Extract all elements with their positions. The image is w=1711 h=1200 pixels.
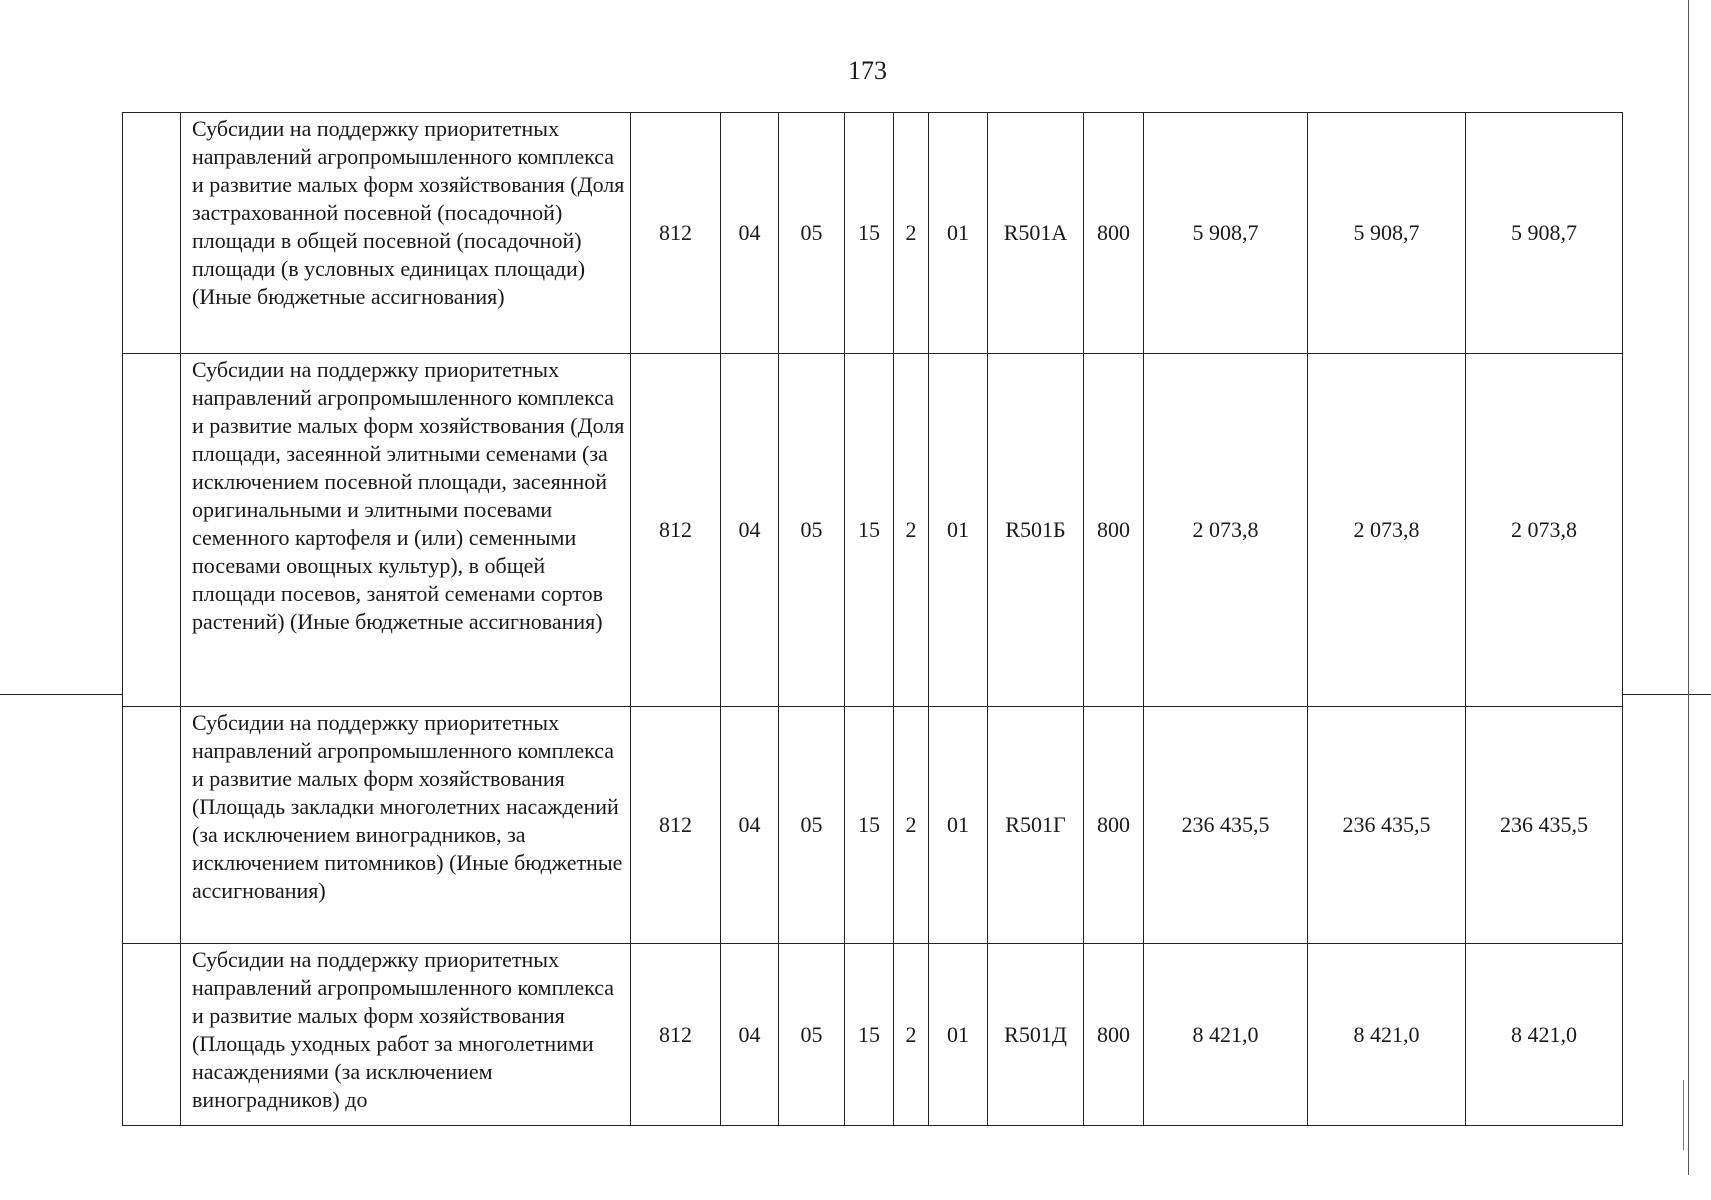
direction-code: R501Б [988, 354, 1084, 707]
direction-code: R501Г [988, 707, 1084, 944]
page-divider-right [1622, 694, 1711, 695]
section-code: 04 [721, 113, 779, 354]
table-row [123, 707, 1623, 944]
program-code: 15 [845, 113, 894, 354]
ministry-code: 812 [631, 354, 721, 707]
expense-type-code: 800 [1084, 944, 1144, 1126]
amount-1: 236 435,5 [1144, 707, 1308, 944]
ministry-code: 812 [631, 707, 721, 944]
amount-1: 2 073,8 [1144, 354, 1308, 707]
expense-type-code: 800 [1084, 113, 1144, 354]
expense-name: Субсидии на поддержку приоритетных направлений агропромышленного комплекса и развитие малых форм хозяйствования (Площадь закладки многолетних насаждений (за исключением виноградников, за исключением питомников) (Иные бюджетные ассигнования) [181, 707, 631, 944]
event-code: 01 [929, 944, 988, 1126]
program-code: 15 [845, 707, 894, 944]
scan-edge-line [1688, 0, 1689, 1175]
amount-3: 8 421,0 [1466, 944, 1623, 1126]
table-row [123, 944, 1623, 1126]
amount-2: 236 435,5 [1308, 707, 1466, 944]
scan-edge-mark [1683, 1080, 1687, 1150]
row-index [123, 354, 181, 707]
subprogram-code: 2 [894, 354, 929, 707]
subprogram-code: 2 [894, 113, 929, 354]
subprogram-code: 2 [894, 944, 929, 1126]
ministry-code: 812 [631, 944, 721, 1126]
direction-code: R501А [988, 113, 1084, 354]
program-code: 15 [845, 354, 894, 707]
expense-name: Субсидии на поддержку приоритетных направлений агропромышленного комплекса и развитие малых форм хозяйствования (Доля застрахованной посевной (посадочной) площади в общей посевной (посадочной) площади (в условных единицах площади) (Иные бюджетные ассигнования) [181, 113, 631, 354]
ministry-code: 812 [631, 113, 721, 354]
subsection-code: 05 [779, 113, 845, 354]
budget-table [122, 112, 1623, 1126]
subsection-code: 05 [779, 707, 845, 944]
page-divider-left [0, 694, 122, 695]
event-code: 01 [929, 113, 988, 354]
program-code: 15 [845, 944, 894, 1126]
page-number: 173 [848, 56, 887, 85]
subsection-code: 05 [779, 944, 845, 1126]
table-row [123, 113, 1623, 354]
expense-name: Субсидии на поддержку приоритетных направлений агропромышленного комплекса и развитие малых форм хозяйствования (Доля площади, засеянной элитными семенами (за исключением посевной площади, засеянной оригинальными и элитными посевами семенного картофеля и (или) семенными посевами овощных культур), в общей площади посевов, занятой семенами сортов растений) (Иные бюджетные ассигнования) [181, 354, 631, 707]
direction-code: R501Д [988, 944, 1084, 1126]
amount-1: 5 908,7 [1144, 113, 1308, 354]
table-row [123, 354, 1623, 707]
amount-2: 2 073,8 [1308, 354, 1466, 707]
row-index [123, 113, 181, 354]
row-index [123, 707, 181, 944]
amount-1: 8 421,0 [1144, 944, 1308, 1126]
expense-name: Субсидии на поддержку приоритетных направлений агропромышленного комплекса и развитие малых форм хозяйствования (Площадь уходных работ за многолетними насаждениями (за исключением виноградников) до [181, 944, 631, 1126]
amount-2: 8 421,0 [1308, 944, 1466, 1126]
expense-type-code: 800 [1084, 354, 1144, 707]
section-code: 04 [721, 707, 779, 944]
amount-2: 5 908,7 [1308, 113, 1466, 354]
amount-3: 236 435,5 [1466, 707, 1623, 944]
section-code: 04 [721, 944, 779, 1126]
expense-type-code: 800 [1084, 707, 1144, 944]
event-code: 01 [929, 707, 988, 944]
row-index [123, 944, 181, 1126]
section-code: 04 [721, 354, 779, 707]
subsection-code: 05 [779, 354, 845, 707]
amount-3: 5 908,7 [1466, 113, 1623, 354]
event-code: 01 [929, 354, 988, 707]
amount-3: 2 073,8 [1466, 354, 1623, 707]
subprogram-code: 2 [894, 707, 929, 944]
